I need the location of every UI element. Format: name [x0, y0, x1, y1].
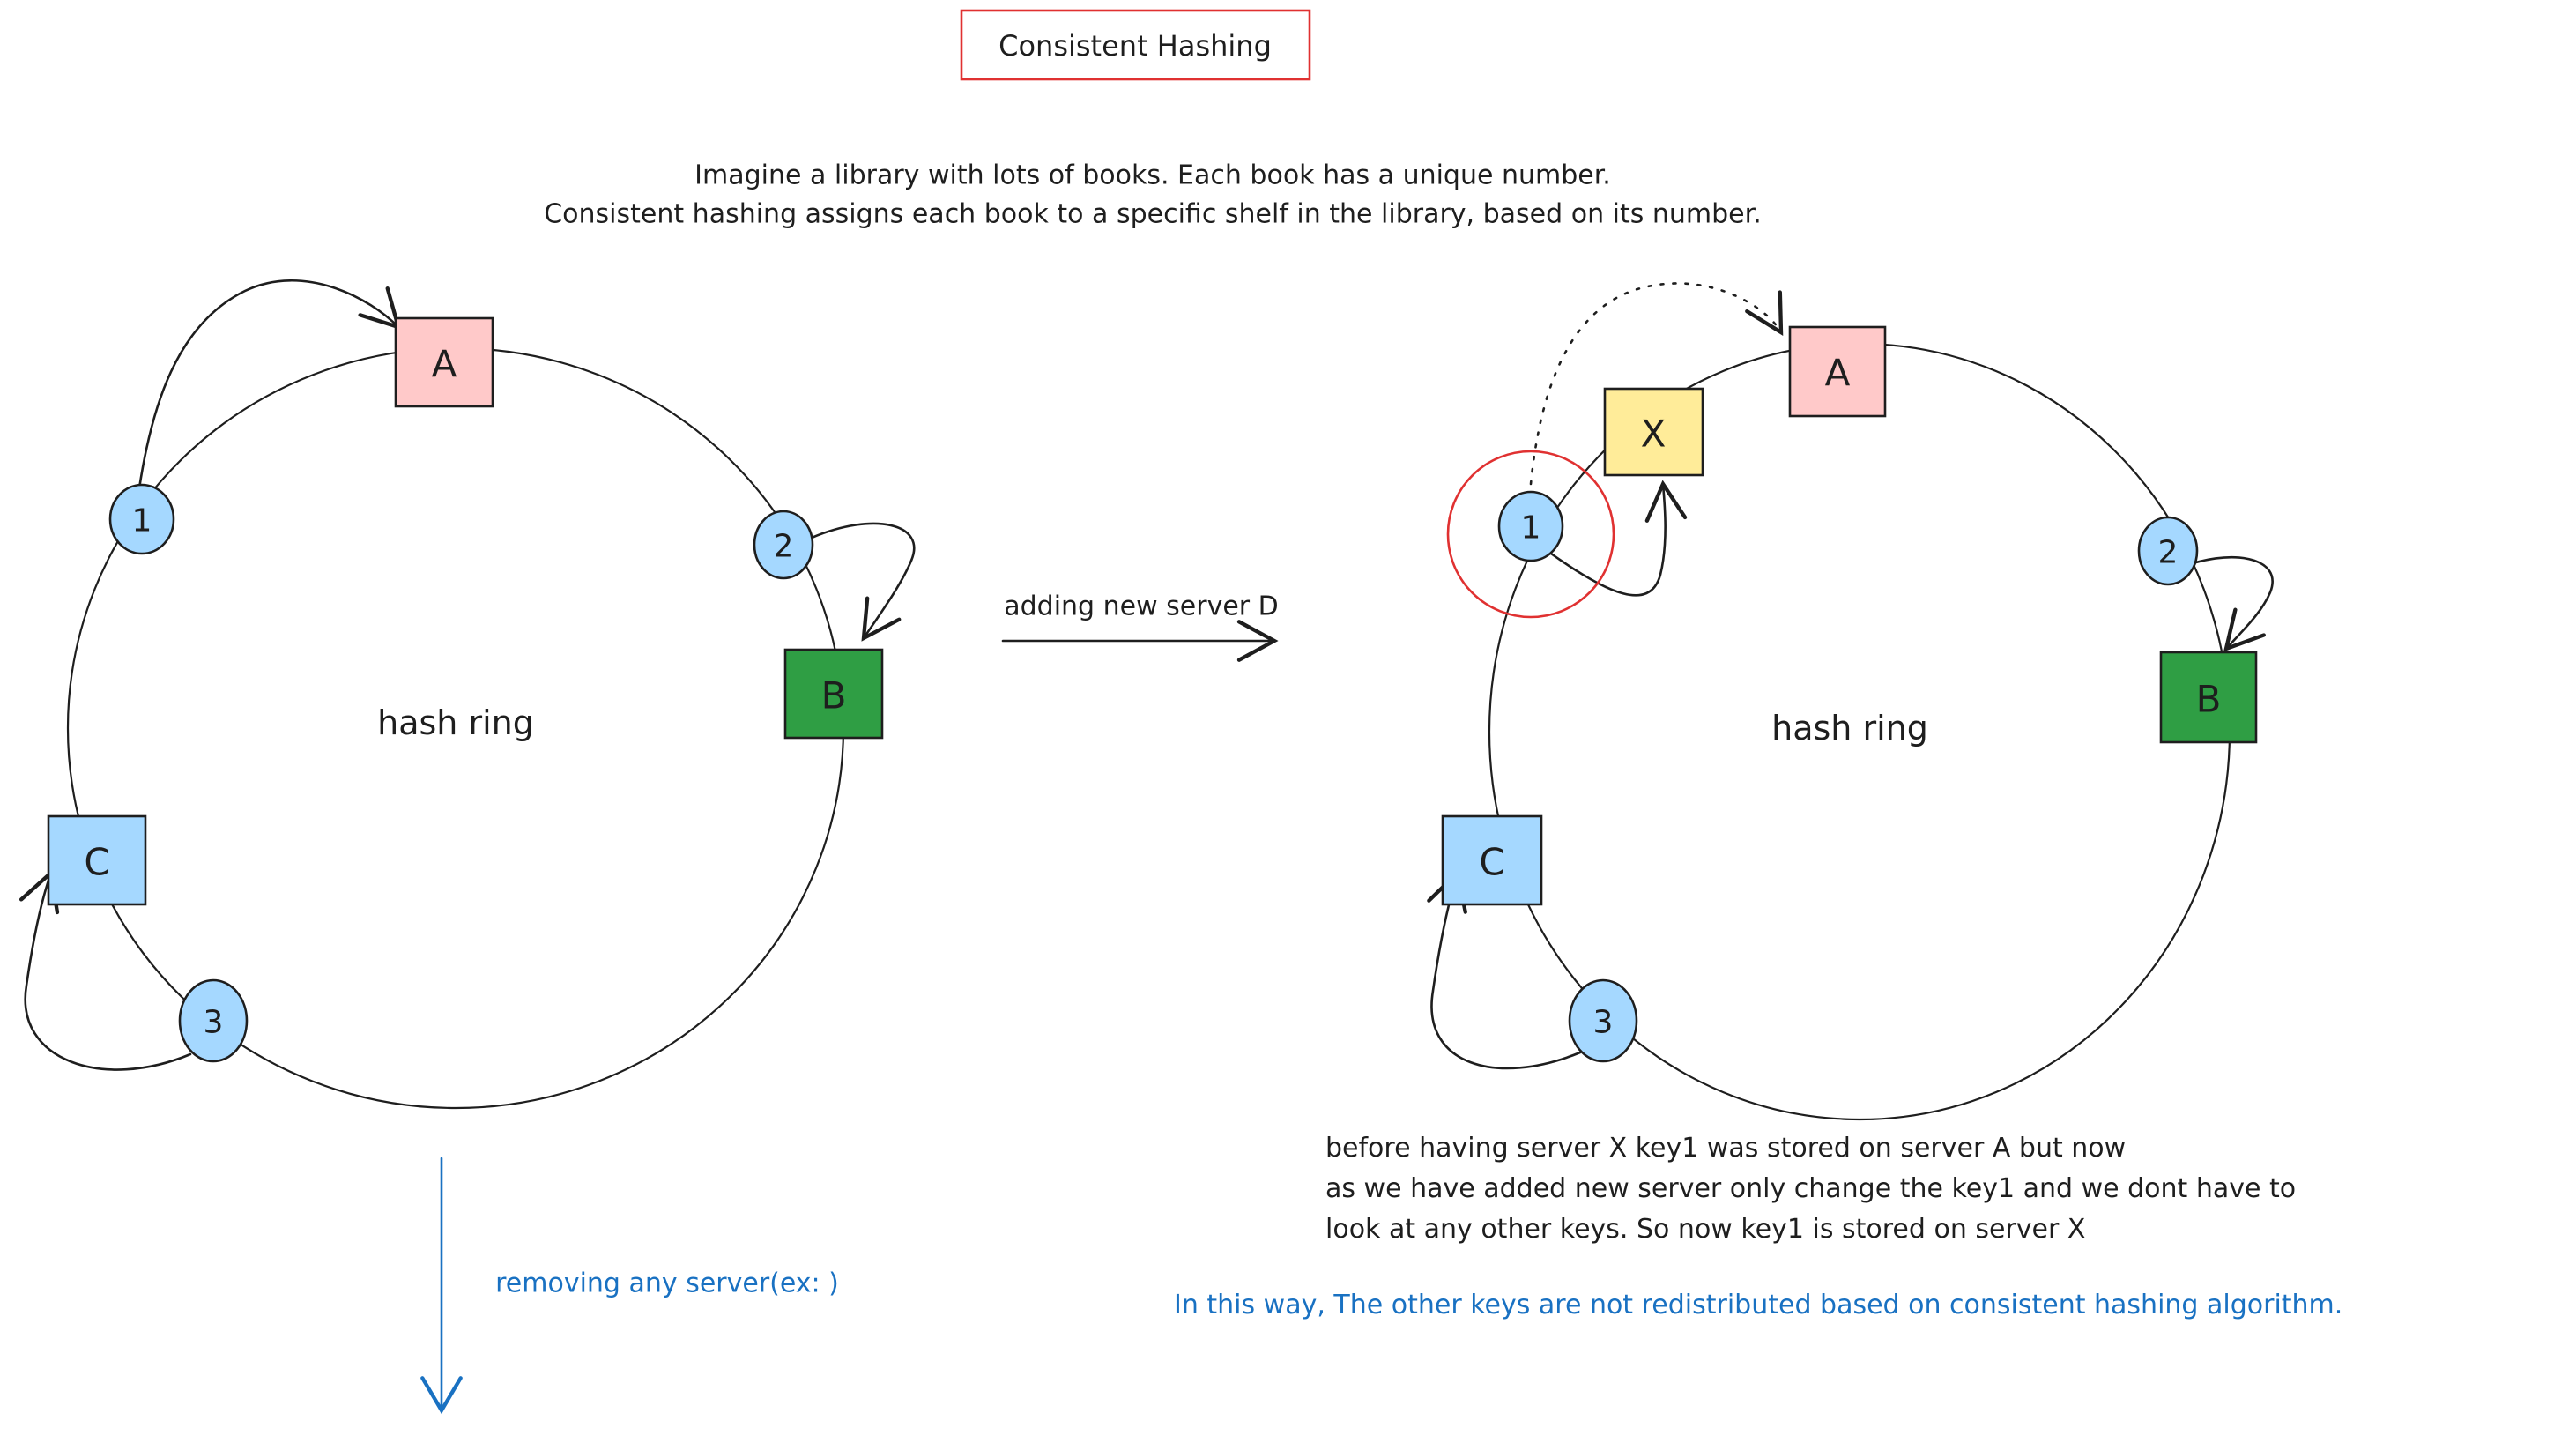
transition-arrow-label: adding new server D: [1004, 591, 1279, 622]
right-key-2-node: [2139, 517, 2197, 584]
right-server-c-label: C: [1479, 840, 1505, 884]
left-key-1-label: 1: [131, 502, 152, 539]
right-server-a-label: A: [1824, 351, 1851, 395]
explanation-line-1: before having server X key1 was stored on server A but now: [1325, 1133, 2127, 1164]
left-key-2-label: 2: [773, 528, 794, 565]
right-server-c-node: [1443, 816, 1541, 904]
left-server-a-label: A: [431, 342, 457, 386]
left-key-3-node: [180, 980, 247, 1061]
page-title: Consistent Hashing: [998, 29, 1272, 63]
right-arrow-key1-to-server-x: [1551, 484, 1666, 595]
left-arrow-key1-to-server-a: [139, 280, 398, 488]
left-server-c-label: C: [84, 840, 110, 884]
intro-line-1: Imagine a library with lots of books. Each book has a unique number.: [694, 160, 1611, 191]
explanation-paragraph: [1325, 1133, 2296, 1245]
right-server-b-node: [2161, 652, 2256, 742]
removing-server-label: removing any server(ex: ): [495, 1268, 839, 1299]
right-ring-label: hash ring: [1771, 709, 1928, 748]
explanation-line-3: look at any other keys. So now key1 is stored on server X: [1325, 1214, 2086, 1245]
right-key-1-label: 1: [1520, 510, 1541, 547]
right-server-a-node: [1790, 327, 1885, 416]
title-box: [961, 11, 1310, 79]
left-server-b-label: B: [820, 673, 847, 718]
right-server-x-node: [1605, 389, 1703, 475]
left-hash-ring-diagram: [26, 280, 915, 1108]
explanation-line-2: as we have added new server only change the key1 and we dont have to: [1325, 1173, 2297, 1204]
left-key-2-node: [754, 511, 813, 578]
left-key-3-label: 3: [203, 1004, 224, 1041]
right-server-x-label: X: [1640, 412, 1667, 456]
right-key-3-label: 3: [1592, 1004, 1614, 1041]
removing-server-annotation: [442, 1158, 839, 1410]
conclusion-note: In this way, The other keys are not redistributed based on consistent hashing algorithm.: [1174, 1290, 2343, 1320]
left-server-a-node: [396, 318, 493, 406]
right-key-1-node: [1499, 492, 1563, 561]
left-server-c-node: [48, 816, 145, 904]
right-key-2-label: 2: [2157, 534, 2179, 571]
intro-line-2: Consistent hashing assigns each book to a specific shelf in the library, based on its number.: [544, 198, 1762, 230]
transition-adding-server: [1003, 591, 1279, 642]
right-server-b-label: B: [2195, 677, 2222, 721]
right-hash-ring-diagram: [1431, 283, 2272, 1119]
left-server-b-node: [785, 650, 882, 738]
left-key-1-node: [110, 485, 174, 554]
left-ring-label: hash ring: [377, 703, 534, 742]
right-key-3-node: [1570, 980, 1637, 1061]
